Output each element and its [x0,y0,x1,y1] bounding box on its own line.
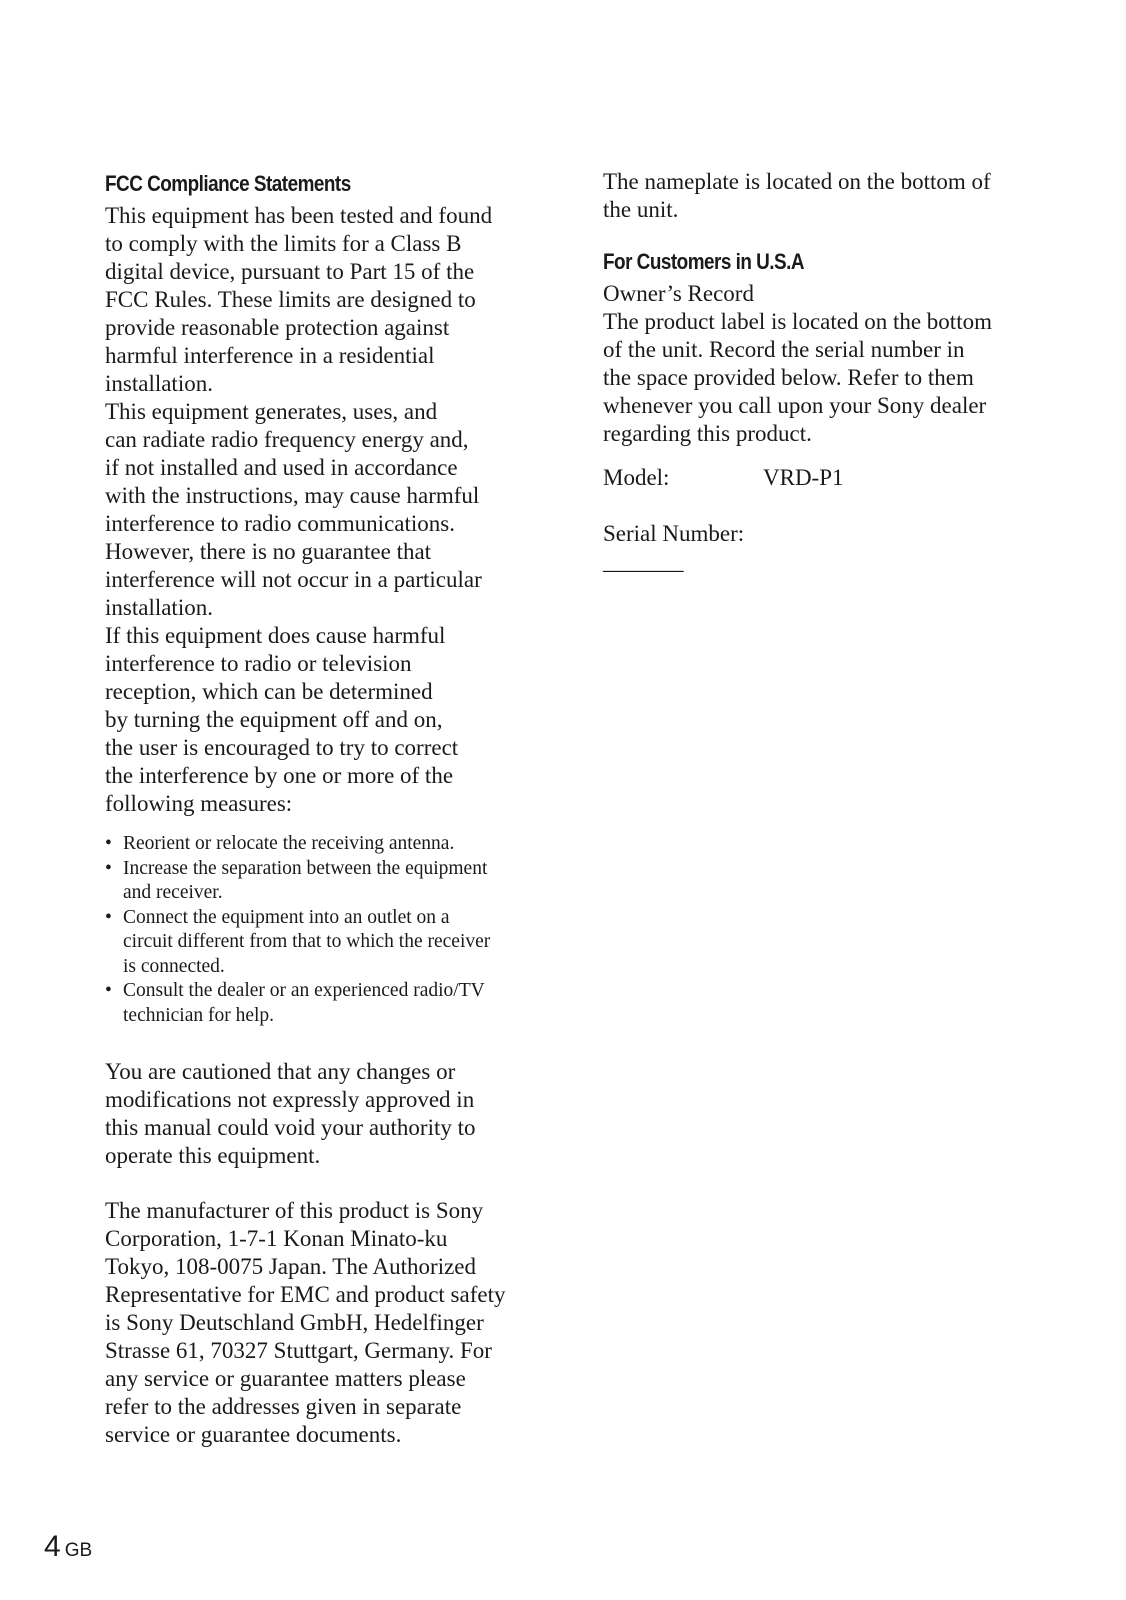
list-item [105,857,545,906]
nameplate-paragraph: The nameplate is located on the bottom of the unit. [603,169,991,222]
model-serial-block [603,464,1033,492]
bullet-icon: • [105,906,112,928]
bullet-icon: • [105,833,112,854]
manufacturer-paragraph: The manufacturer of this product is Sony Corporation, 1-7-1 Konan Minato-ku Tokyo, 108-0075 Japan. The Authorized Representative for EMC and product safety is Sony Deutschland GmbH, Hedelfinger Strasse 61, 70327 Stuttgart, Germany. For any service or guarantee matters please refer to the addresses given in separate service or guarantee documents. [105,1198,506,1447]
fcc-heading: FCC Compliance Statements [105,171,351,196]
list-item-text: Consult the dealer or an experienced radio/TV technician for help. [123,980,485,1026]
caution-paragraph: You are cautioned that any changes or modifications not expressly approved in this manual could void your authority to operate this equipment. [105,1059,476,1168]
model-value: VRD-P1 [763,465,844,490]
page-footer [44,1530,92,1564]
language-code: GB [64,1540,93,1561]
list-item [105,832,545,857]
list-item [105,906,545,980]
list-item-text: Increase the separation between the equipment and receiver. [123,857,488,903]
owners-record-text: The product label is located on the bottom of the unit. Record the serial number in the space provided below. Refer to them whenever you call upon your Sony dealer regarding this product. [603,309,992,446]
serial-number-line [603,492,1033,576]
left-column [105,168,545,1449]
list-item-text: Connect the equipment into an outlet on a circuit different from that to which the receiver is connected. [123,906,491,977]
owners-record-title: Owner’s Record [603,281,754,306]
list-item-text: Reorient or relocate the receiving antenna. [123,833,455,854]
fcc-paragraph-3: If this equipment does cause harmful interference to radio or television reception, which can be determined by turning the equipment off and on, the user is encouraged to try to correct the interference by one or more of the following measures: [105,623,459,816]
usa-heading: For Customers in U.S.A [603,249,805,274]
model-label: Model: [603,465,670,490]
serial-label: Serial Number: [603,521,745,546]
serial-value: _______ [603,549,684,574]
fcc-paragraph-1: This equipment has been tested and found to comply with the limits for a Class B digital device, pursuant to Part 15 of the FCC Rules. These limits are designed to provide reasonable protection against harmful interference in a residential installation. [105,203,493,396]
fcc-paragraph-2: This equipment generates, uses, and can radiate radio frequency energy and, if not installed and used in accordance with the instructions, may cause harmful interference to radio communications. However, there is no guarantee that interference will not occur in a particular installation. [105,399,482,620]
page-number: 4 [44,1530,61,1563]
list-item [105,979,545,1028]
bullet-icon: • [105,980,112,1001]
right-column [603,168,1033,576]
bullet-icon: • [105,857,112,879]
measures-list [105,832,545,1028]
